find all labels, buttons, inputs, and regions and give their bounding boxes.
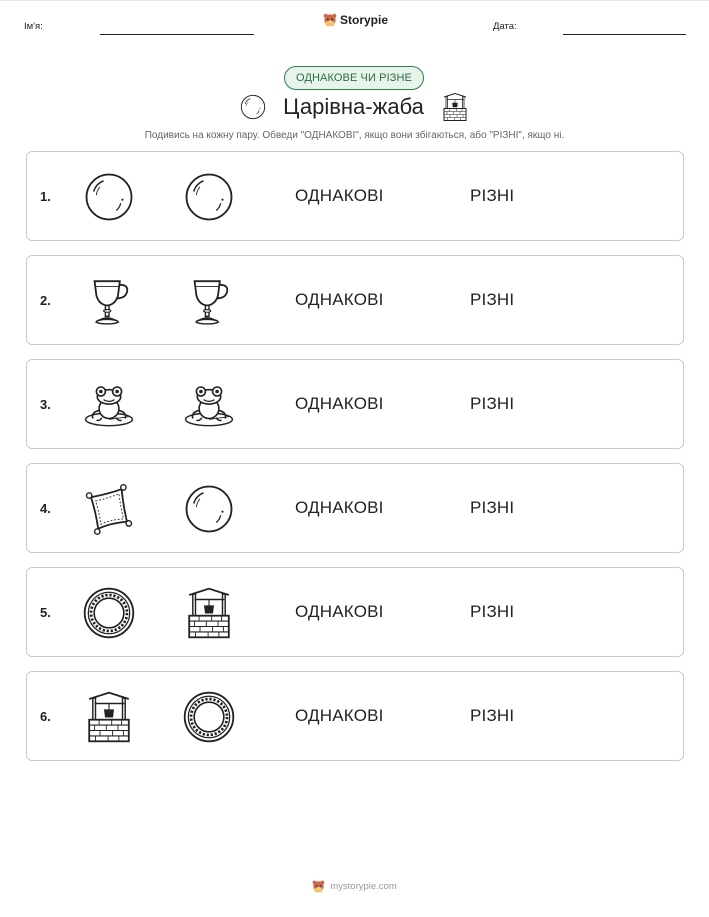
pillow-icon [82, 482, 136, 536]
title-row [0, 90, 709, 124]
instruction-text: Подивись на кожну пару. Обведи "ОДНАКОВІ", якщо вони збігаються, або "РІЗНІ", якщо ні. [144, 130, 565, 141]
goblet-icon [182, 274, 236, 328]
bubble-icon [182, 482, 236, 536]
goblet-icon [82, 274, 136, 328]
wishing-well-icon [182, 586, 236, 640]
bubble-icon [239, 93, 267, 121]
bubble-icon [82, 170, 136, 224]
brand-logo [323, 13, 388, 27]
question-number: 4. [40, 500, 51, 516]
question-row [26, 255, 684, 345]
different-option[interactable]: РІЗНІ [470, 290, 515, 309]
same-option[interactable]: ОДНАКОВІ [295, 706, 384, 725]
same-option[interactable]: ОДНАКОВІ [295, 602, 384, 621]
worksheet-type-badge: ОДНАКОВЕ ЧИ РІЗНЕ [284, 66, 424, 90]
different-option[interactable]: РІЗНІ [470, 186, 515, 205]
bear-mascot-icon [323, 13, 337, 27]
name-line[interactable] [100, 34, 254, 35]
ornate-plate-icon [82, 586, 136, 640]
different-option[interactable]: РІЗНІ [470, 394, 515, 413]
question-row [26, 463, 684, 553]
wishing-well-icon [440, 92, 470, 122]
different-option[interactable]: РІЗНІ [470, 602, 515, 621]
wishing-well-icon [82, 690, 136, 744]
same-option[interactable]: ОДНАКОВІ [295, 394, 384, 413]
question-number: 6. [40, 708, 51, 724]
same-option[interactable]: ОДНАКОВІ [295, 290, 384, 309]
brand-name: Storypie [340, 13, 389, 27]
question-number: 2. [40, 292, 51, 308]
question-number: 1. [40, 188, 51, 204]
frog-on-lily-pad-icon [82, 378, 136, 432]
question-row [26, 151, 684, 241]
question-number: 5. [40, 604, 51, 620]
date-line[interactable] [563, 34, 686, 35]
same-option[interactable]: ОДНАКОВІ [295, 498, 384, 517]
different-option[interactable]: РІЗНІ [470, 498, 515, 517]
footer [0, 880, 709, 893]
question-row [26, 671, 684, 761]
ornate-plate-icon [182, 690, 236, 744]
page-title: Царівна-жаба [283, 94, 424, 119]
question-row [26, 567, 684, 657]
footer-url: mystorypie.com [330, 881, 397, 892]
same-option[interactable]: ОДНАКОВІ [295, 186, 384, 205]
date-label: Дата: [493, 21, 517, 32]
question-row [26, 359, 684, 449]
frog-on-lily-pad-icon [182, 378, 236, 432]
name-label: Ім'я: [24, 21, 43, 32]
bear-mascot-icon [312, 880, 325, 893]
bubble-icon [182, 170, 236, 224]
different-option[interactable]: РІЗНІ [470, 706, 515, 725]
question-number: 3. [40, 396, 51, 412]
top-border [0, 0, 709, 1]
